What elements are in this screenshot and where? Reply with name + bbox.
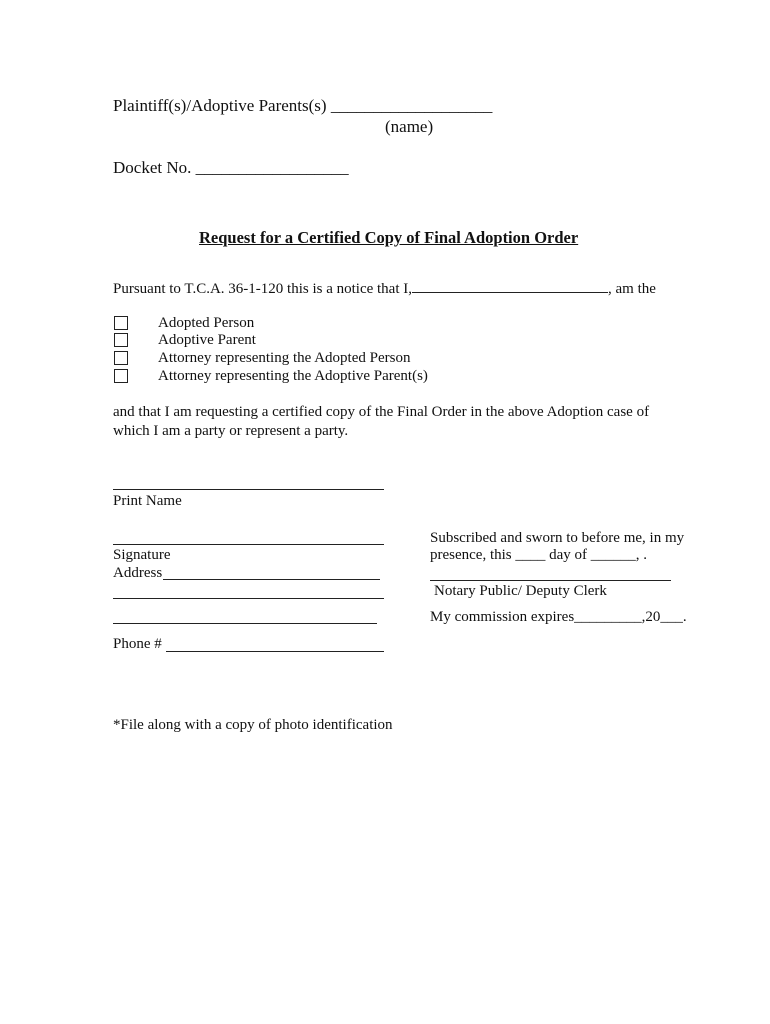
notice-prefix: Pursuant to T.C.A. 36-1-120 this is a notice that I, <box>113 281 412 297</box>
address-field-line-1[interactable] <box>163 579 380 580</box>
request-statement-line-1: and that I am requesting a certified copy of the Final Order in the above Adoption case of <box>113 404 650 420</box>
adoptive-parent-checkbox[interactable] <box>114 333 128 347</box>
commission-expires: My commission expires_________,20___. <box>430 609 687 625</box>
address-field-line-3[interactable] <box>113 623 377 624</box>
sworn-statement-line-1: Subscribed and sworn to before me, in my <box>430 530 685 546</box>
option-label-adopted-person: Adopted Person <box>158 315 255 331</box>
notary-label: Notary Public/ Deputy Clerk <box>434 583 607 599</box>
document-title: Request for a Certified Copy of Final Adoption Order <box>199 228 579 247</box>
plaintiff-line: Plaintiff(s)/Adoptive Parents(s) ___________________ <box>113 96 493 115</box>
phone-label: Phone # <box>113 636 162 652</box>
docket-number-line: Docket No. __________________ <box>113 158 349 177</box>
name-caption: (name) <box>385 117 434 136</box>
option-label-attorney-adoptive-parents: Attorney representing the Adoptive Parent(s) <box>158 368 428 384</box>
attorney-adoptive-parents-checkbox[interactable] <box>114 369 128 383</box>
signature-field[interactable] <box>113 544 384 545</box>
phone-field[interactable] <box>166 651 384 652</box>
sworn-statement-line-2: presence, this ____ day of ______, . <box>430 547 648 563</box>
notary-signature-field[interactable] <box>430 580 671 581</box>
adopted-person-checkbox[interactable] <box>114 316 128 330</box>
address-field-line-2[interactable] <box>113 598 384 599</box>
signature-label: Signature <box>113 547 171 563</box>
print-name-label: Print Name <box>113 493 182 509</box>
notice-suffix: , am the <box>608 281 656 297</box>
address-label: Address <box>113 565 163 581</box>
print-name-field[interactable] <box>113 489 384 490</box>
notice-statement <box>113 278 656 298</box>
footnote: *File along with a copy of photo identification <box>113 717 393 733</box>
requester-name-field[interactable] <box>412 278 608 293</box>
option-label-adoptive-parent: Adoptive Parent <box>158 332 256 348</box>
option-label-attorney-adopted-person: Attorney representing the Adopted Person <box>158 350 411 366</box>
request-statement-line-2: which I am a party or represent a party. <box>113 423 349 439</box>
attorney-adopted-person-checkbox[interactable] <box>114 351 128 365</box>
